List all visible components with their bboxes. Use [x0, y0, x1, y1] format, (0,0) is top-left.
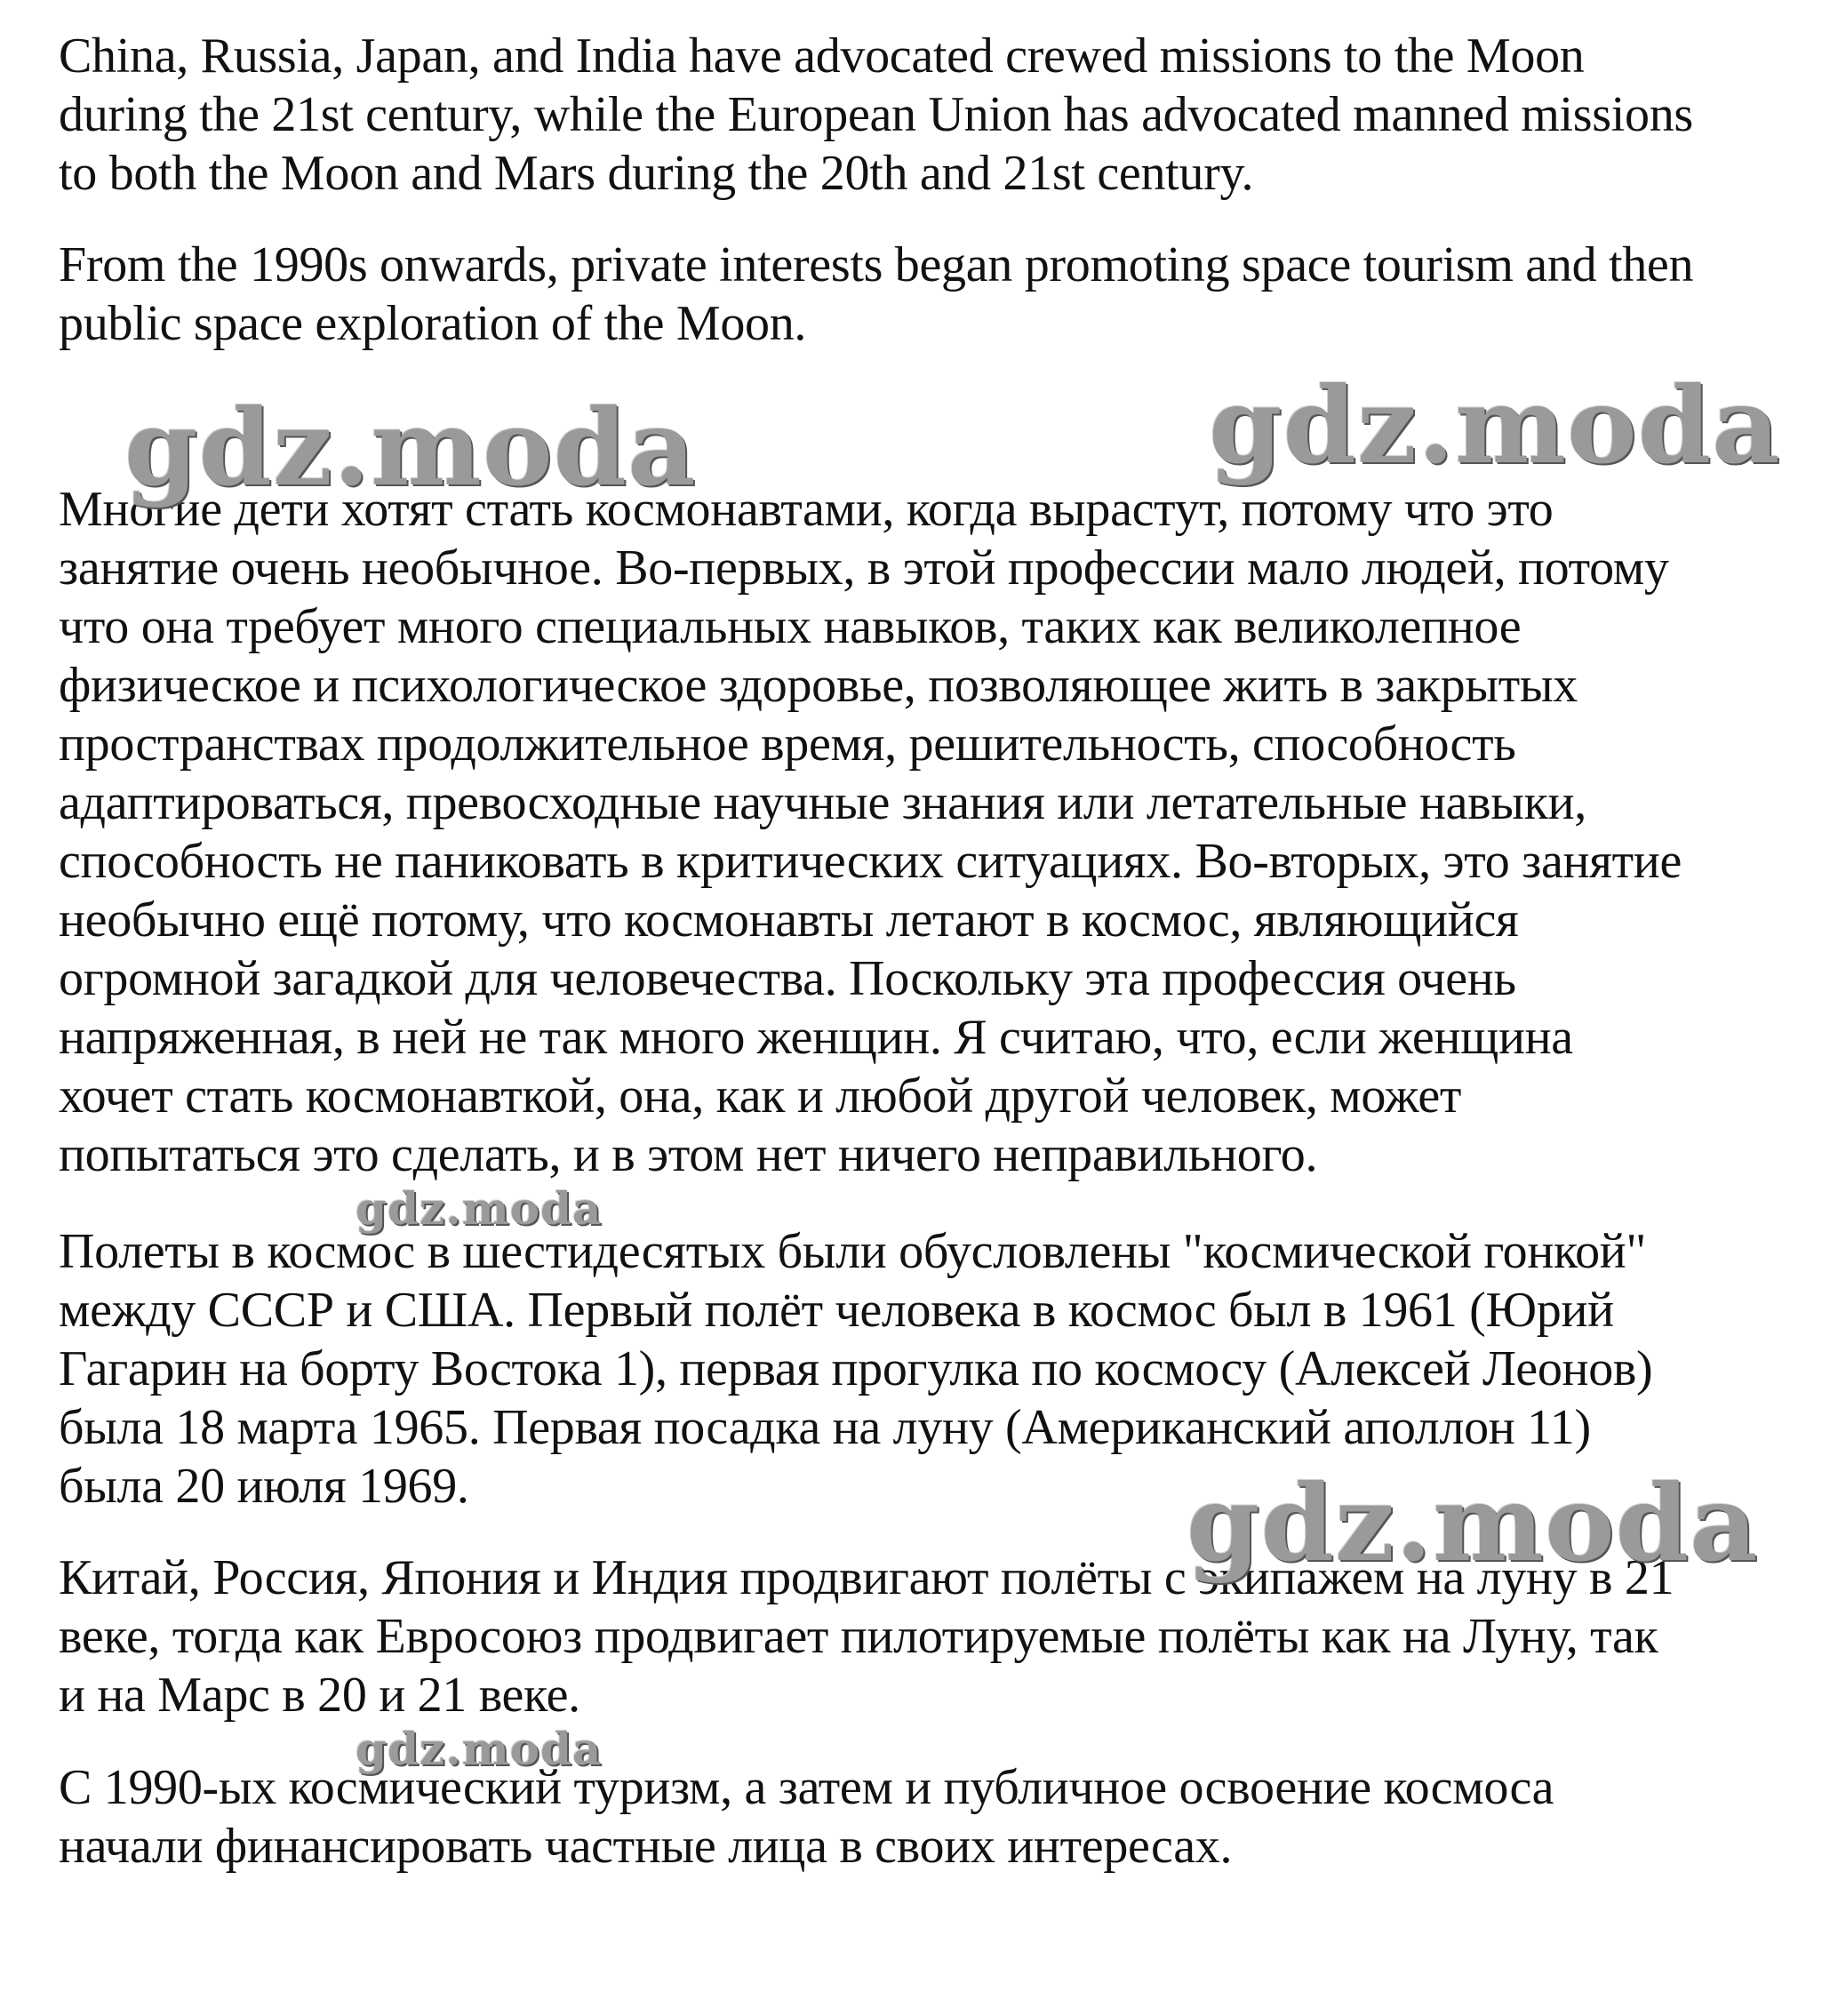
watermark: gdz.moda — [356, 1182, 603, 1235]
text-line: что она требует много специальных навыков, таких как великолепное — [59, 599, 1522, 654]
text-line: хочет стать космонавткой, она, как и любой другой человек, может — [59, 1068, 1462, 1124]
text-line: Полеты в космос в шестидесятых были обусловлены "космической гонкой" — [59, 1224, 1647, 1279]
text-line: адаптироваться, превосходные научные знания или летательные навыки, — [59, 775, 1586, 830]
text-line: China, Russia, Japan, and India have advocated crewed missions to the Moon — [59, 28, 1585, 84]
text-line: между СССР и США. Первый полёт человека в космос был в 1961 (Юрий — [59, 1283, 1614, 1338]
text-line: during the 21st century, while the European Union has advocated manned missions — [59, 87, 1693, 142]
paragraph-ru-cosmonauts — [59, 480, 1682, 1184]
text-line: начали финансировать частные лица в своих интересах. — [59, 1819, 1233, 1874]
text-line: to both the Moon and Mars during the 20th and 21st century. — [59, 146, 1254, 201]
text-line: способность не паниковать в критических ситуациях. Во-вторых, это занятие — [59, 834, 1682, 889]
text-line: попытаться это сделать, и в этом нет ничего неправильного. — [59, 1127, 1318, 1182]
text-line: была 18 марта 1965. Первая посадка на луну (Американский аполлон 11) — [59, 1400, 1591, 1455]
text-line: необычно ещё потому, что космонавты летают в космос, являющийся — [59, 892, 1519, 948]
watermark: gdz.moda — [1187, 1461, 1759, 1585]
paragraph-en-space-tourism — [59, 236, 1693, 353]
text-line: и на Марс в 20 и 21 веке. — [59, 1668, 580, 1723]
text-line: была 20 июля 1969. — [59, 1459, 469, 1514]
text-line: From the 1990s onwards, private interests began promoting space tourism and then — [59, 237, 1694, 292]
watermark: gdz.moda — [1209, 364, 1781, 487]
text-line: физическое и психологическое здоровье, позволяющее жить в закрытых — [59, 658, 1578, 713]
text-line: огромной загадкой для человечества. Поскольку эта профессия очень — [59, 951, 1516, 1006]
text-line: Китай, Россия, Япония и Индия продвигают полёты с экипажем на луну в 21 — [59, 1550, 1674, 1605]
text-line: занятие очень необычное. Во-первых, в этой профессии мало людей, потому — [59, 540, 1669, 596]
text-line: public space exploration of the Moon. — [59, 296, 807, 351]
paragraph-ru-space-tourism — [59, 1758, 1554, 1876]
watermark: gdz.moda — [124, 386, 697, 509]
text-line: С 1990-ых космический туризм, а затем и публичное освоение космоса — [59, 1760, 1554, 1815]
text-line: Гагарин на борту Востока 1), первая прогулка по космосу (Алексей Леонов) — [59, 1341, 1653, 1396]
text-line: пространствах продолжительное время, решительность, способность — [59, 716, 1516, 772]
text-line: веке, тогда как Евросоюз продвигает пилотируемые полёты как на Луну, так — [59, 1609, 1658, 1664]
text-line: напряженная, в ней не так много женщин. Я считаю, что, если женщина — [59, 1010, 1573, 1065]
paragraph-en-crewed-missions — [59, 27, 1693, 203]
watermark: gdz.moda — [356, 1723, 603, 1775]
text-line: Многие дети хотят стать космонавтами, когда вырастут, потому что это — [59, 482, 1554, 537]
